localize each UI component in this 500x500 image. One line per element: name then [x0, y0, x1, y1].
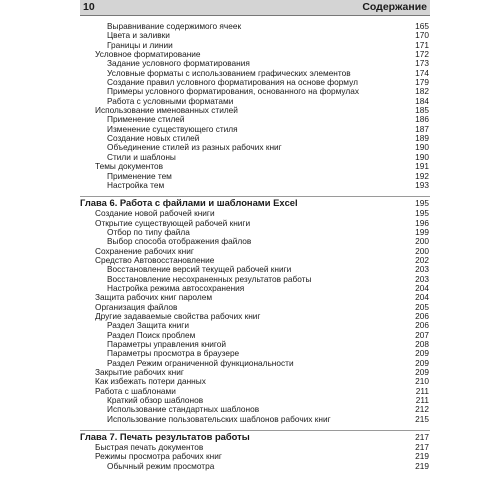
- toc-entry-title: Раздел Режим ограниченной функциональности: [107, 357, 294, 368]
- toc-entry-title: Закрытие рабочих книг: [95, 367, 184, 378]
- toc-entry-title: Границы и линии: [107, 39, 173, 50]
- toc-page-number: 170: [415, 30, 429, 41]
- toc-page-number: 217: [415, 432, 429, 443]
- toc-entry-title: Параметры просмотра в браузере: [107, 348, 240, 359]
- toc-entry-title: Другие задаваемые свойства рабочих книг: [95, 310, 261, 321]
- toc-page-number: 195: [415, 208, 429, 219]
- toc-entry-title: Как избежать потери данных: [95, 376, 206, 387]
- toc-entry-title: Восстановление несохраненных результатов работы: [107, 273, 312, 284]
- toc-page-number: 210: [415, 376, 429, 387]
- toc-page-number: 217: [415, 442, 429, 453]
- running-header: [80, 0, 430, 16]
- toc-page-number: 190: [415, 151, 429, 162]
- toc-entry-title: Работа с шаблонами: [95, 385, 176, 396]
- toc-page-number: 189: [415, 133, 429, 144]
- toc-entry-title: Отбор по типу файла: [107, 226, 190, 237]
- toc-page-number: 207: [415, 329, 429, 340]
- toc-entry-title: Восстановление версий текущей рабочей книги: [107, 264, 292, 275]
- toc-entry-title: Быстрая печать документов: [95, 442, 204, 453]
- table-of-contents: [80, 22, 430, 471]
- toc-page-number: 174: [415, 67, 429, 78]
- toc-page-number: 206: [415, 310, 429, 321]
- toc-entry-title: Создание новых стилей: [107, 133, 200, 144]
- toc-entry-row: [80, 181, 430, 190]
- section-title: Содержание: [362, 1, 427, 13]
- toc-page-number: 203: [415, 273, 429, 284]
- toc-entry-title: Режимы просмотра рабочих книг: [95, 451, 222, 462]
- page-number: 10: [83, 1, 95, 13]
- toc-page-number: 185: [415, 105, 429, 116]
- toc-page-number: 199: [415, 226, 429, 237]
- toc-page-number: 200: [415, 245, 429, 256]
- toc-entry-title: Стили и шаблоны: [107, 151, 176, 162]
- toc-page-number: 219: [415, 460, 429, 471]
- toc-entry-title: Настройка режима автосохранения: [107, 282, 245, 293]
- toc-entry-title: Объединение стилей из разных рабочих книг: [107, 142, 282, 153]
- toc-entry-title: Примеры условного форматирования, основанного на формулах: [107, 86, 359, 97]
- toc-page-number: 165: [415, 21, 429, 31]
- toc-entry-title: Применение тем: [107, 170, 172, 181]
- toc-entry-title: Краткий обзор шаблонов: [107, 395, 204, 406]
- toc-page-number: 173: [415, 58, 429, 69]
- toc-page-number: 191: [415, 161, 429, 172]
- toc-entry-title: Темы документов: [95, 161, 164, 172]
- toc-entry-title: Использование пользовательских шаблонов рабочих книг: [107, 413, 331, 424]
- toc-page-number: 209: [415, 357, 429, 368]
- toc-entry-row: [80, 462, 430, 471]
- toc-page-number: 172: [415, 49, 429, 60]
- toc-entry-title: Обычный режим просмотра: [107, 460, 215, 471]
- toc-page-number: 190: [415, 142, 429, 153]
- toc-page-number: 192: [415, 170, 429, 181]
- chapter-title: Глава 7. Печать результатов работы: [80, 431, 250, 443]
- toc-page-number: 211: [415, 395, 429, 406]
- toc-page-number: 186: [415, 114, 429, 125]
- chapter-title: Глава 6. Работа с файлами и шаблонами Excel: [80, 197, 298, 209]
- toc-page-number: 203: [415, 264, 429, 275]
- toc-entry-title: Изменение существующего стиля: [107, 123, 238, 134]
- toc-entry-row: [80, 415, 430, 424]
- toc-page-number: 205: [415, 301, 429, 312]
- toc-entry-title: Использование стандартных шаблонов: [107, 404, 260, 415]
- toc-entry-title: Выравнивание содержимого ячеек: [107, 21, 242, 31]
- toc-entry-title: Раздел Поиск проблем: [107, 329, 196, 340]
- toc-page-number: 187: [415, 123, 429, 134]
- toc-page-number: 219: [415, 451, 429, 462]
- toc-entry-title: Использование именованных стилей: [95, 105, 238, 116]
- toc-page-number: 202: [415, 254, 429, 265]
- toc-entry-title: Задание условного форматирования: [107, 58, 250, 69]
- toc-entry-title: Средство Автовосстановление: [95, 254, 215, 265]
- toc-page-number: 208: [415, 339, 429, 349]
- toc-entry-title: Защита рабочих книг паролем: [95, 292, 213, 303]
- toc-page-number: 171: [415, 39, 429, 50]
- toc-page-number: 204: [415, 282, 429, 293]
- toc-page-number: 206: [415, 320, 429, 331]
- toc-page-number: 209: [415, 348, 429, 359]
- toc-page-number: 193: [415, 179, 429, 190]
- toc-entry-title: Цвета и заливки: [107, 30, 170, 41]
- toc-page-number: 211: [415, 385, 429, 396]
- toc-entry-title: Создание правил условного форматирования на основе формул: [107, 77, 358, 88]
- toc-entry-title: Открытие существующей рабочей книги: [95, 217, 251, 228]
- toc-page-number: 209: [415, 367, 429, 378]
- toc-entry-title: Работа с условными форматами: [107, 95, 234, 106]
- toc-entry-title: Настройка тем: [107, 179, 165, 190]
- toc-entry-title: Сохранение рабочих книг: [95, 245, 194, 256]
- toc-page-number: 182: [415, 86, 429, 97]
- toc-entry-title: Условные форматы с использованием графических элементов: [107, 67, 351, 78]
- toc-entry-title: Раздел Защита книги: [107, 320, 189, 331]
- toc-entry-title: Создание новой рабочей книги: [95, 208, 215, 219]
- toc-page-number: 184: [415, 95, 429, 106]
- toc-entry-title: Выбор способа отображения файлов: [107, 236, 252, 247]
- toc-page-number: 179: [415, 77, 429, 88]
- toc-entry-title: Параметры управления книгой: [107, 339, 227, 349]
- toc-page-number: 204: [415, 292, 429, 303]
- toc-page-number: 195: [415, 198, 429, 209]
- toc-entry-title: Организация файлов: [95, 301, 178, 312]
- toc-page-number: 196: [415, 217, 429, 228]
- toc-entry-title: Применение стилей: [107, 114, 185, 125]
- toc-page-number: 212: [415, 404, 429, 415]
- toc-entry-title: Условное форматирование: [95, 49, 201, 60]
- toc-page-number: 215: [415, 413, 429, 424]
- toc-page-number: 200: [415, 236, 429, 247]
